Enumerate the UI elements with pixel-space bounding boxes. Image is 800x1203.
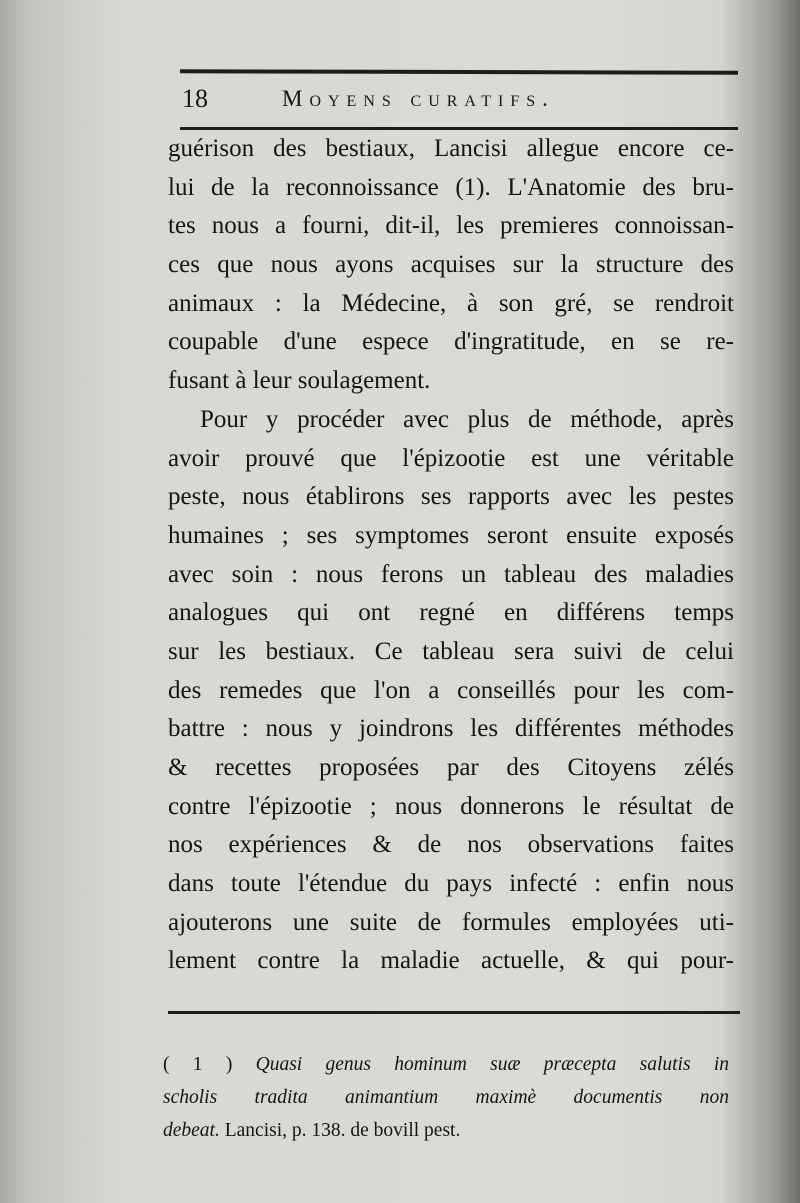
text-line: analogues qui ont regné en différens temps (168, 599, 734, 627)
text-line: avoir prouvé que l'épizootie est une véritable (168, 444, 734, 472)
text-line: dans toute l'étendue du pays infecté : enfin nous (168, 870, 734, 898)
text-line: peste, nous établirons ses rapports avec les pestes (168, 483, 734, 511)
text-line: contre l'épizootie ; nous donnerons le résultat de (168, 792, 734, 820)
page-number: 18 (182, 84, 208, 113)
header-top-rule (180, 69, 738, 74)
text-line: lement contre la maladie actuelle, & qui pour- (168, 947, 734, 975)
footnote (163, 1048, 729, 1147)
text-line: des remedes que l'on a conseillés pour les com- (168, 676, 734, 704)
footnote-marker: ( 1 ) (163, 1054, 233, 1075)
text-line: humaines ; ses symptomes seront ensuite exposés (168, 521, 734, 549)
text-line: guérison des bestiaux, Lancisi allegue encore ce- (168, 135, 734, 162)
footnote-line: debeat. (163, 1120, 220, 1141)
text-line: animaux : la Médecine, à son gré, se rendroit (168, 289, 734, 317)
text-line: fusant à leur soulagement. (168, 367, 431, 395)
text-line: battre : nous y joindrons les différentes méthodes (168, 715, 734, 743)
text-line: lui de la reconnoissance (1). L'Anatomie des bru- (168, 173, 734, 201)
footnote-citation: Lancisi, p. 138. de bovill pest. (224, 1120, 461, 1141)
text-line: coupable d'une espece d'ingratitude, en se re- (168, 328, 734, 356)
text-line: nos expériences & de nos observations faites (168, 831, 734, 859)
running-head: Moyens curatifs. (282, 86, 555, 111)
text-line: avec soin : nous ferons un tableau des maladies (168, 560, 734, 588)
page-header (180, 82, 740, 122)
footnote-rule (168, 1011, 740, 1014)
footnote-line: scholis tradita animantium maximè documentis non (163, 1087, 729, 1108)
text-line: ajouterons une suite de formules employées uti- (168, 908, 734, 936)
body-text (168, 130, 734, 981)
text-line: & recettes proposées par des Citoyens zélés (168, 754, 734, 781)
text-line: ces que nous ayons acquises sur la structure des (168, 251, 734, 279)
text-line: Pour y procéder avec plus de méthode, après (200, 405, 734, 433)
text-line: tes nous a fourni, dit-il, les premieres connoissan- (168, 212, 734, 240)
footnote-line: Quasi genus hominum suæ præcepta salutis in (255, 1054, 729, 1075)
text-line: sur les bestiaux. Ce tableau sera suivi de celui (168, 637, 734, 665)
